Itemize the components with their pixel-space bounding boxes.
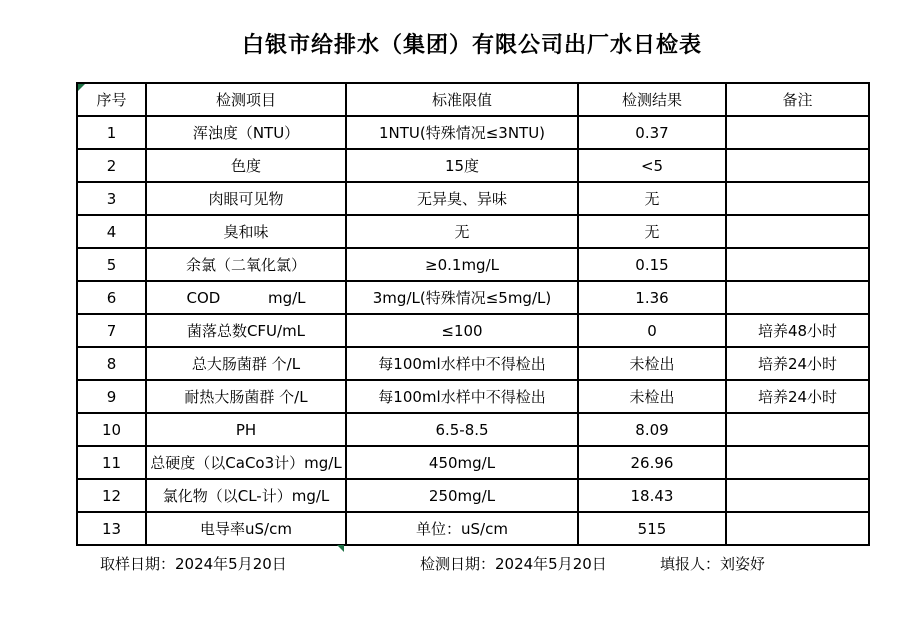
cell-note [726,248,869,281]
green-corner-triangle-icon [78,84,85,91]
cell-no: 12 [77,479,146,512]
cell-standard: 250mg/L [346,479,578,512]
cell-no: 5 [77,248,146,281]
cell-note [726,182,869,215]
cell-no: 3 [77,182,146,215]
cell-no: 9 [77,380,146,413]
header-item: 检测项目 [146,83,346,116]
table-row [77,479,869,512]
inspection-table [76,82,870,546]
cell-note [726,215,869,248]
cell-note [726,116,869,149]
cell-item: 色度 [146,149,346,182]
table-row [77,512,869,545]
table-row [77,248,869,281]
table-row [77,281,869,314]
cell-no: 13 [77,512,146,545]
cell-result: 0 [578,314,726,347]
cell-result: 无 [578,215,726,248]
cell-result: 未检出 [578,380,726,413]
cell-standard: 15度 [346,149,578,182]
table-row [77,314,869,347]
cell-result: 无 [578,182,726,215]
cell-item: COD mg/L [146,281,346,314]
green-bottom-triangle-icon [337,545,344,552]
cell-no: 2 [77,149,146,182]
cell-result: 8.09 [578,413,726,446]
cell-note [726,281,869,314]
cell-note [726,512,869,545]
cell-no: 1 [77,116,146,149]
table-row [77,446,869,479]
cell-standard: 1NTU(特殊情况≤3NTU) [346,116,578,149]
inspection-table-wrap [76,82,870,546]
cell-result: 1.36 [578,281,726,314]
cell-no: 8 [77,347,146,380]
cell-note [726,413,869,446]
cell-item: 浑浊度（NTU） [146,116,346,149]
cell-standard: 无异臭、异味 [346,182,578,215]
cell-standard: ≤100 [346,314,578,347]
cell-item: PH [146,413,346,446]
cell-standard: 每100ml水样中不得检出 [346,380,578,413]
sample-date-label: 取样日期：2024年5月20日 [100,555,287,573]
cell-result: 26.96 [578,446,726,479]
cell-standard: ≥0.1mg/L [346,248,578,281]
table-row [77,380,869,413]
header-standard: 标准限值 [346,83,578,116]
cell-item: 菌落总数CFU/mL [146,314,346,347]
cell-standard: 6.5-8.5 [346,413,578,446]
cell-item: 余氯（二氧化氯） [146,248,346,281]
cell-item: 肉眼可见物 [146,182,346,215]
cell-item: 总大肠菌群 个/L [146,347,346,380]
table-header-row [77,83,869,116]
page-title: 白银市给排水（集团）有限公司出厂水日检表 [241,33,702,58]
reporter-label: 填报人：刘姿妤 [660,555,766,573]
cell-note [726,479,869,512]
cell-standard: 单位：uS/cm [346,512,578,545]
test-date-label: 检测日期：2024年5月20日 [420,555,607,573]
cell-standard: 每100ml水样中不得检出 [346,347,578,380]
cell-no: 10 [77,413,146,446]
cell-item: 电导率uS/cm [146,512,346,545]
cell-result: 未检出 [578,347,726,380]
cell-result: <5 [578,149,726,182]
header-no: 序号 [77,83,146,116]
cell-note [726,149,869,182]
cell-no: 11 [77,446,146,479]
cell-note [726,446,869,479]
table-row [77,116,869,149]
cell-no: 6 [77,281,146,314]
cell-result: 0.37 [578,116,726,149]
cell-standard: 无 [346,215,578,248]
cell-standard: 3mg/L(特殊情况≤5mg/L) [346,281,578,314]
cell-no: 4 [77,215,146,248]
cell-result: 0.15 [578,248,726,281]
cell-item: 氯化物（以CL-计）mg/L [146,479,346,512]
cell-note: 培养48小时 [726,314,869,347]
cell-note: 培养24小时 [726,347,869,380]
table-row [77,149,869,182]
cell-standard: 450mg/L [346,446,578,479]
table-row [77,182,869,215]
table-row [77,347,869,380]
cell-item: 总硬度（以CaCo3计）mg/L [146,446,346,479]
cell-item: 臭和味 [146,215,346,248]
table-row [77,215,869,248]
header-note: 备注 [726,83,869,116]
cell-note: 培养24小时 [726,380,869,413]
cell-no: 7 [77,314,146,347]
header-result: 检测结果 [578,83,726,116]
cell-result: 18.43 [578,479,726,512]
cell-item: 耐热大肠菌群 个/L [146,380,346,413]
table-row [77,413,869,446]
cell-result: 515 [578,512,726,545]
